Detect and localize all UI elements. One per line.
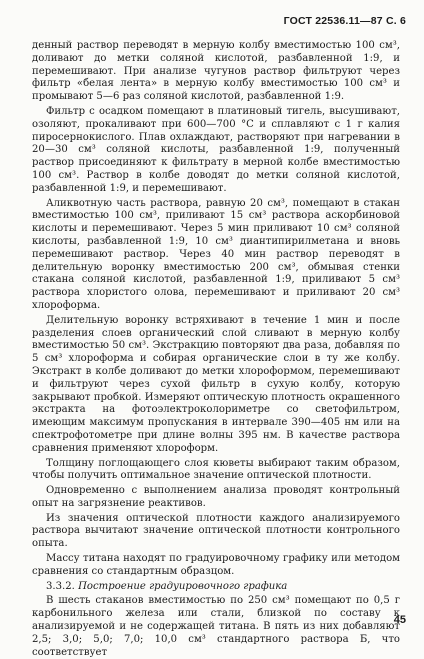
paragraph: Делительную воронку встряхивают в течение 1 мин и после разделения слоев органический слой сливают в мерную колбу вместимостью 50 см³. Экстракцию повторяют два раза, добавляя по 5 см³ хлороформа и собирая органические слои в ту же колбу. Экстракт в колбе доливают до метки хлороформом, перемешивают и фильтруют через сухой фильтр в сухую колбу, которую закрывают пробкой. Измеряют оптическую плотность окрашенного экстракта на фотоэлектроколориметре со светофильтром, имеющим максимум пропускания в интервале 390—405 нм или на спектрофотометре при длине волны 395 нм. В качестве раствора сравнения применяют хлороформ.: [32, 314, 400, 454]
section-title: Построение градуировочного графика: [78, 580, 288, 592]
page-number: 45: [393, 614, 406, 626]
paragraph: В шесть стаканов вместимостью по 250 см³ помещают по 0,5 г карбонильного железа или стали, близкой по составу к анализируемой и не содержащей титана. В пять из них добавляют 2,5; 3,0; 5,0; 7,0; 10,0 см³ стандартного раствора Б, что соответствует: [32, 595, 400, 658]
paragraph: денный раствор переводят в мерную колбу вместимостью 100 см³, доливают до метки соляной кислотой, разбавленной 1:9, и перемешивают. При анализе чугунов раствор фильтруют через фильтр «белая лента» в мерную колбу вместимостью 100 см³ и промывают 5—6 раз соляной кислотой, разбавленной 1:9.: [32, 40, 400, 103]
paragraph: Фильтр с осадком помещают в платиновый тигель, высушивают, озоляют, прокаливают при 600—700 °С и сплавляют с 1 г калия пиросернокислого. Плав охлаждают, растворяют при нагревании в 20—30 см³ соляной кислоты, разбавленной 1:9, полученный раствор присоединяют к фильтрату в мерной колбе вместимостью 100 см³. Раствор в колбе доводят до метки соляной кислотой, разбавленной 1:9, и перемешивают.: [32, 105, 400, 194]
paragraph: Толщину поглощающего слоя кюветы выбирают таким образом, чтобы получить оптимальное значение оптической плотности.: [32, 457, 400, 482]
running-head: ГОСТ 22536.11—87 С. 6: [283, 15, 406, 27]
paragraph: Одновременно с выполнением анализа проводят контрольный опыт на загрязнение реактивов.: [32, 485, 400, 509]
paragraph: Массу титана находят по градуировочному графику или методом сравнения со стандартным образцом.: [32, 553, 400, 577]
paragraph: Из значения оптической плотности каждого анализируемого раствора вычитают значение оптической плотности контрольного опыта.: [32, 512, 400, 550]
section-number: 3.3.2.: [46, 580, 75, 592]
section-heading: [32, 581, 400, 594]
document-body: [32, 40, 400, 659]
paragraph: Аликвотную часть раствора, равную 20 см³, помещают в стакан вместимостью 100 см³, приливают 15 см³ раствора аскорбиновой кислоты и перемешивают. Через 5 мин приливают 10 см³ соляной кислоты, разбавленной 1:9, 10 см³ диантипирилметана и вновь перемешивают раствор. Через 40 мин раствор переводят в делительную воронку вместимостью 200 см³, обмывая стенки стакана соляной кислотой, разбавленной 1:9, приливают 5 см³ раствора хлористого олова, перемешивают и приливают 20 см³ хлороформа.: [32, 197, 400, 311]
